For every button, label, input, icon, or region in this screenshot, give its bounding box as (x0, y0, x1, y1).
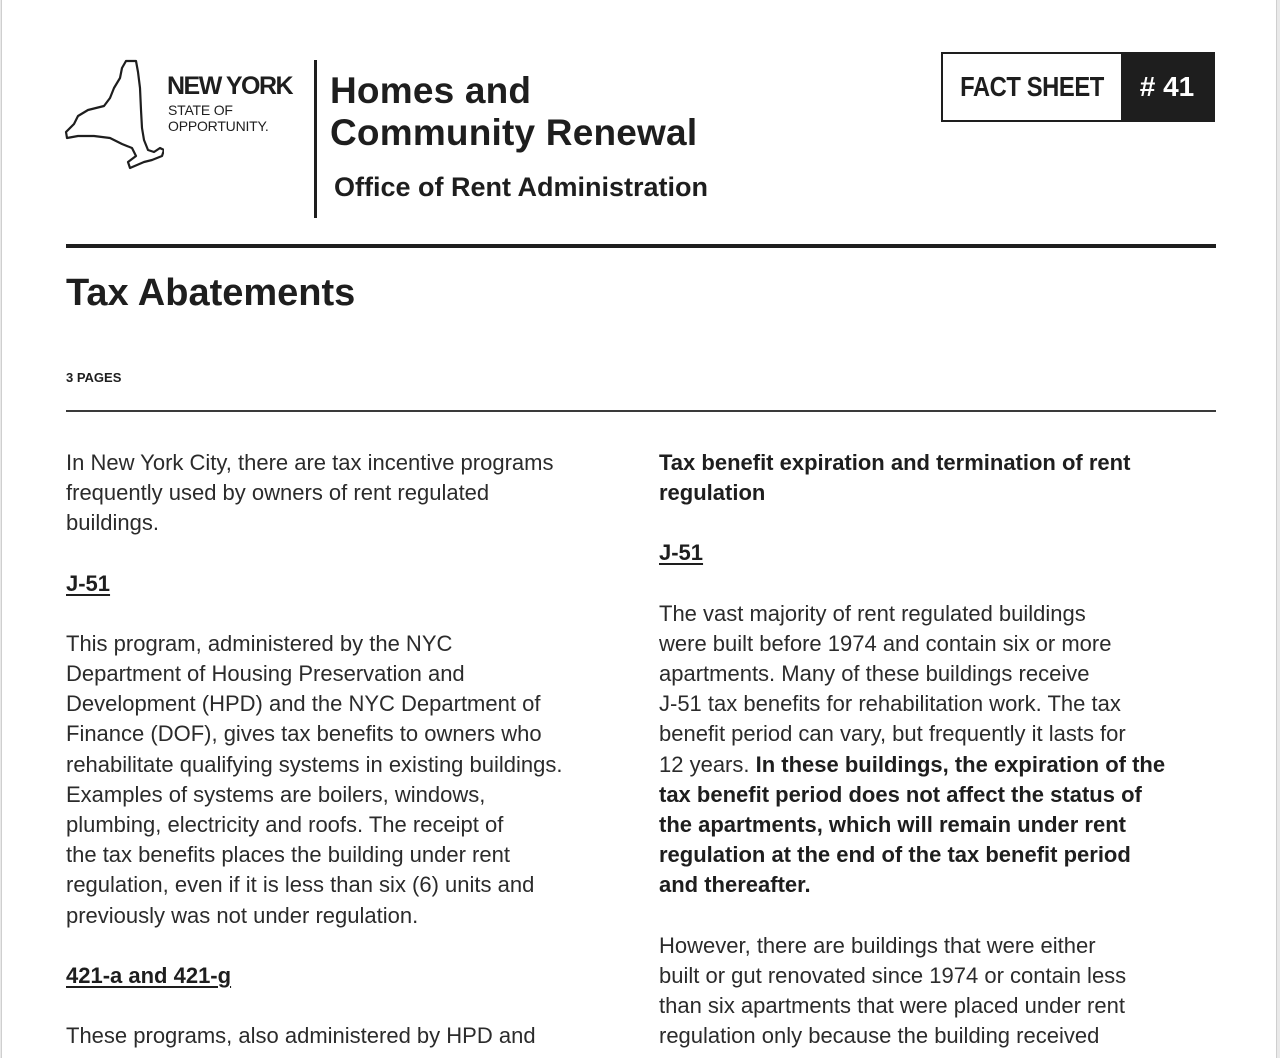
text-line: J-51 tax benefits for rehabilitation work. The tax (659, 691, 1121, 717)
page-count: 3 PAGES (66, 370, 122, 385)
text-line: Development (HPD) and the NYC Department of (66, 691, 541, 717)
majority-paragraph (659, 599, 1229, 901)
office-title: Office of Rent Administration (334, 172, 709, 202)
logo-tagline-2: OPPORTUNITY. (168, 118, 269, 134)
text-line: benefit period can vary, but frequently it lasts for (659, 721, 1126, 747)
left-column (66, 448, 646, 1051)
header-divider (314, 60, 317, 218)
text-line: were built before 1974 and contain six or more (659, 630, 1112, 656)
text-line: built or gut renovated since 1974 or contain less (659, 962, 1127, 988)
expiration-heading (659, 448, 1229, 508)
document-title: Tax Abatements (66, 272, 356, 314)
header-rule (66, 244, 1216, 248)
bold-line: tax benefit period does not affect the status of (659, 781, 1142, 807)
text-line: However, there are buildings that were either (659, 932, 1096, 958)
text-line: plumbing, electricity and roofs. The receipt of (66, 812, 504, 838)
text-line: buildings. (66, 510, 159, 536)
section-heading-421 (66, 961, 646, 991)
intro-paragraph (66, 448, 646, 539)
text-line: the tax benefits places the building under rent (66, 842, 510, 868)
text-line: This program, administered by the NYC (66, 630, 453, 656)
fact-sheet-number: # 41 (1121, 54, 1213, 120)
nys-logo (64, 58, 309, 173)
text-line: Finance (DOF), gives tax benefits to owners who (66, 721, 542, 747)
text-line: rehabilitate qualifying systems in existing buildings. (66, 751, 563, 777)
text-fragment: 12 years. (659, 751, 756, 777)
logo-wordmark: NEW YORK (167, 72, 293, 100)
text-line: regulation, even if it is less than six (6) units and (66, 872, 535, 898)
text-line: than six apartments that were placed under rent (659, 993, 1125, 1019)
text-line: The vast majority of rent regulated buildings (659, 600, 1086, 626)
text-line: frequently used by owners of rent regulated (66, 480, 490, 506)
fact-sheet-label: FACT SHEET (960, 71, 1104, 102)
section-heading-j51 (66, 569, 646, 599)
agency-title (330, 70, 697, 154)
document-page (1, 0, 1277, 1058)
bold-line: regulation at the end of the tax benefit period (659, 842, 1131, 868)
agency-title-line-1: Homes and (330, 70, 532, 111)
section-heading-text: J-51 (66, 570, 111, 596)
text-line: regulation only because the building received (659, 1023, 1100, 1049)
title-rule (66, 410, 1216, 412)
logo-tagline-1: STATE OF (168, 102, 233, 118)
bold-line: and thereafter. (659, 872, 811, 898)
bold-line: the apartments, which will remain under rent (659, 812, 1126, 838)
however-paragraph (659, 931, 1229, 1052)
bold-fragment: In these buildings, the expiration of the (755, 751, 1166, 777)
section-heading-j51-right (659, 538, 1229, 568)
421-paragraph (66, 1021, 646, 1051)
heading-line: Tax benefit expiration and termination of rent (659, 450, 1131, 475)
j51-paragraph (66, 629, 646, 931)
text-line: previously was not under regulation. (66, 902, 419, 928)
text-line: Department of Housing Preservation and (66, 661, 465, 687)
text-line: These programs, also administered by HPD and (66, 1023, 536, 1049)
heading-line: regulation (659, 480, 766, 506)
text-line: Examples of systems are boilers, windows, (66, 781, 486, 807)
fact-sheet-badge (941, 52, 1215, 122)
agency-title-line-2: Community Renewal (330, 112, 698, 153)
new-york-state-outline-icon (64, 58, 164, 170)
mixed-line (659, 750, 1229, 780)
text-line: apartments. Many of these buildings receive (659, 661, 1090, 687)
section-heading-text: J-51 (659, 540, 704, 566)
right-column (659, 448, 1229, 1051)
text-line: In New York City, there are tax incentive programs (66, 450, 554, 475)
section-heading-text: 421-a and 421-g (66, 962, 232, 988)
